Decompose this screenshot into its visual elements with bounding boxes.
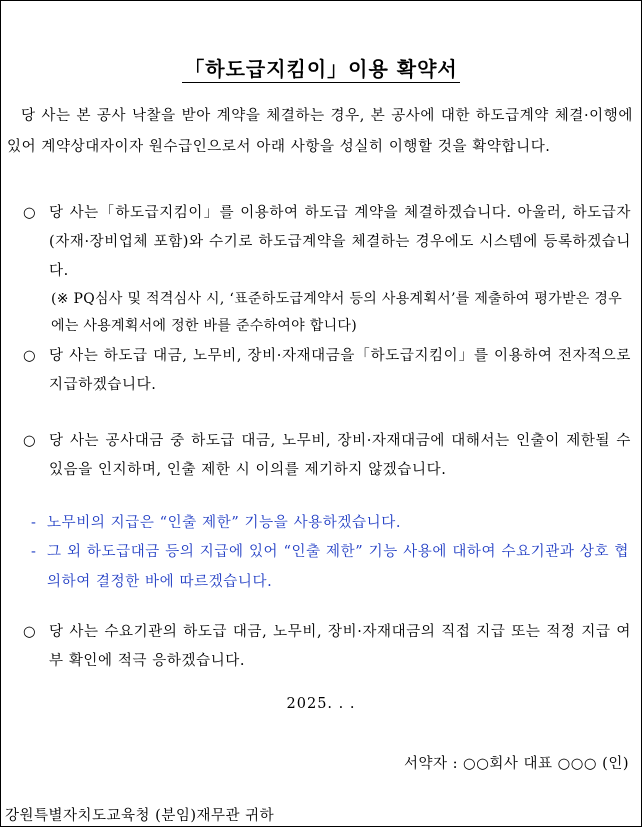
signer-line: 서약자 : ○○회사 대표 ○○○ (인) xyxy=(403,756,629,772)
sub-item-1 xyxy=(31,508,629,538)
pledge-item-3-text: 당 사는 공사대금 중 하도급 대금, 노무비, 장비·자재대금에 대해서는 인출이 제한될 수 있음을 인지하며, 인출 제한 시 이의를 제기하지 않겠습니다. xyxy=(49,433,631,478)
document-title-block xyxy=(1,53,641,82)
sub-item-2-text: 그 외 하도급대금 등의 지급에 있어 “인출 제한” 기능 사용에 대하여 수요기관과 상호 협의하여 결정한 바에 따르겠습니다. xyxy=(47,544,629,590)
document-title: 「하도급지킴이」이용 확약서 xyxy=(184,57,458,81)
circle-bullet-icon: ○ xyxy=(23,433,37,449)
sub-item-2 xyxy=(31,537,629,597)
circle-bullet-icon: ○ xyxy=(23,205,37,221)
pledge-date: 2025. . . xyxy=(286,696,356,712)
dash-bullet: - xyxy=(31,544,37,560)
pledge-item-2 xyxy=(23,342,631,400)
pledge-item-1 xyxy=(23,199,631,340)
dash-bullet: - xyxy=(31,515,37,531)
pledge-item-4 xyxy=(23,618,631,676)
pledge-item-4-text: 당 사는 수요기관의 하도급 대금, 노무비, 장비·자재대금의 직접 지급 또는 적정 지급 여부 확인에 적극 응하겠습니다. xyxy=(49,624,631,669)
circle-bullet-icon: ○ xyxy=(23,348,37,364)
circle-bullet-icon: ○ xyxy=(23,624,37,640)
pledge-item-1-text: 당 사는「하도급지킴이」를 이용하여 하도급 계약을 체결하겠습니다. 아울러, 하도급자(자재·장비업체 포함)와 수기로 하도급계약을 체결하는 경우에도 시스템에 등록하겠습니다. xyxy=(49,205,631,279)
pledge-item-2-text: 당 사는 하도급 대금, 노무비, 장비·자재대금을「하도급지킴이」를 이용하여 전자적으로 지급하겠습니다. xyxy=(49,348,631,393)
sub-item-1-text: 노무비의 지급은 “인출 제한” 기능을 사용하겠습니다. xyxy=(47,515,402,531)
pledge-item-1-note: (※ PQ심사 및 적격심사 시, ‘표준하도급계약서 등의 사용계획서’를 제출하여 평가받은 경우에는 사용계획서에 정한 바를 준수하여야 합니다) xyxy=(51,291,623,334)
recipient-line: 강원특별자치도교육청 (분임)재무관 귀하 xyxy=(5,808,275,824)
intro-paragraph: 당 사는 본 공사 낙찰을 받아 계약을 체결하는 경우, 본 공사에 대한 하도급계약 체결·이행에 있어 계약상대자이자 원수급인으로서 아래 사항을 성실히 이행할 것을 확약합니다. xyxy=(7,108,633,155)
pledge-item-3 xyxy=(23,427,631,485)
